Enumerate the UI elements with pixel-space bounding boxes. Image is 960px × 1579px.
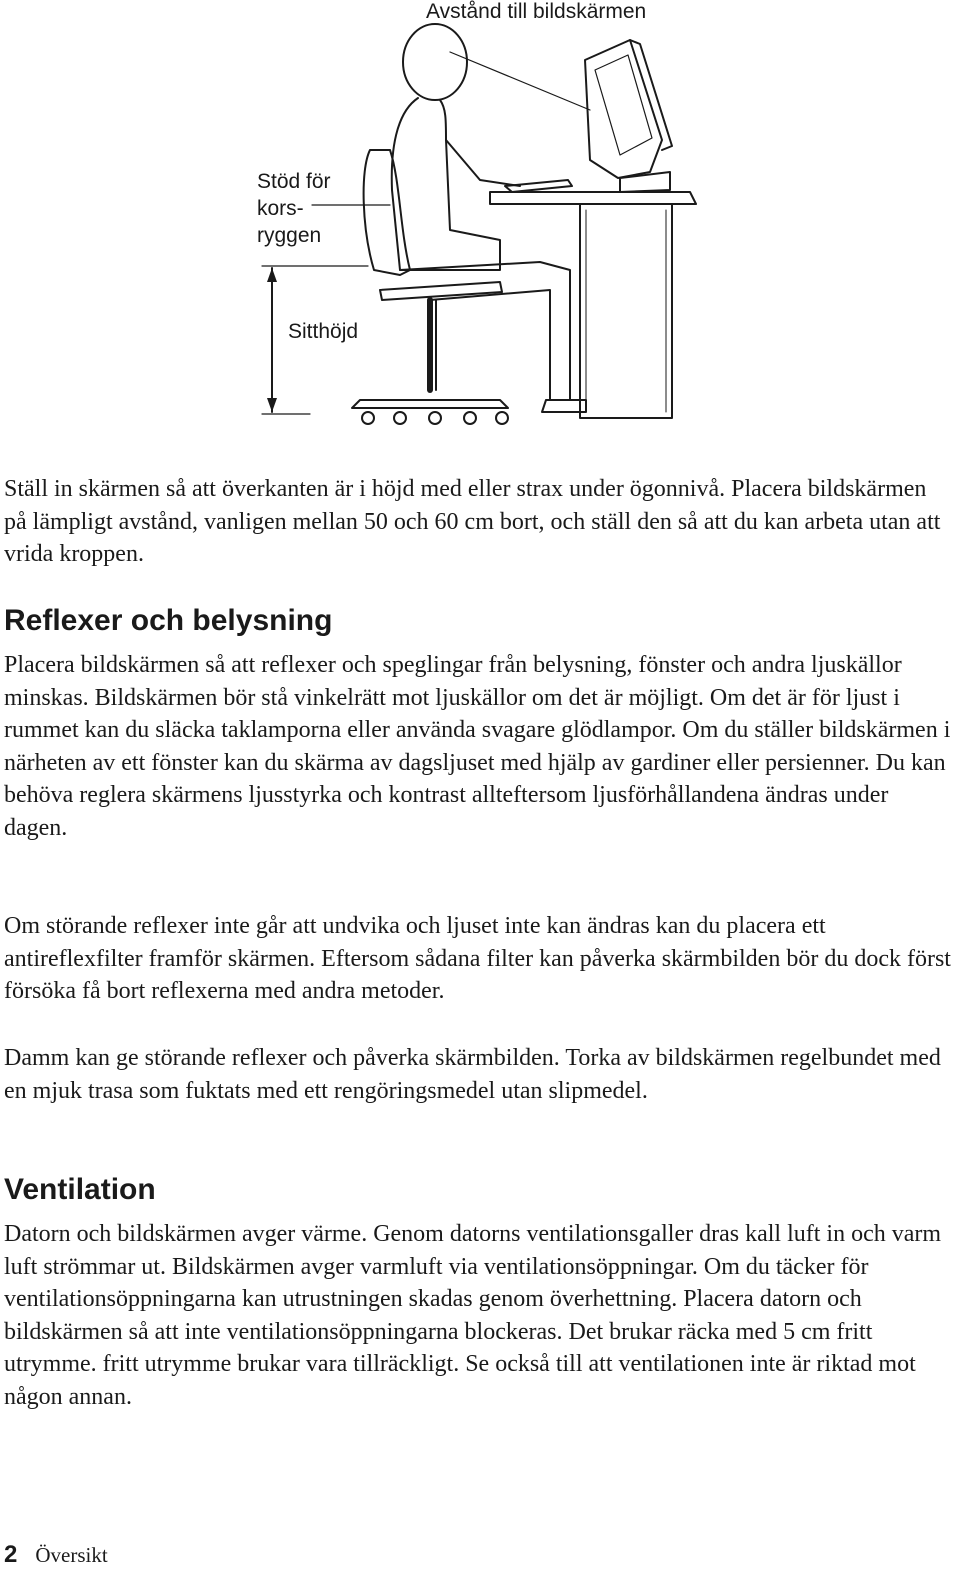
chair-backrest <box>364 150 410 275</box>
monitor <box>585 40 662 178</box>
page-number: 2 <box>4 1541 18 1568</box>
monitor-stand <box>620 172 670 192</box>
section-heading-glare: Reflexer och belysning <box>4 604 333 637</box>
footer-section-title: Översikt <box>35 1543 108 1567</box>
chair-seat <box>380 282 502 300</box>
page-footer <box>4 1540 108 1570</box>
keyboard <box>505 180 572 192</box>
label-screen-distance: Avstånd till bildskärmen <box>426 0 647 23</box>
desk-top <box>490 192 696 204</box>
intro-paragraph: Ställ in skärmen så att överkanten är i höjd med eller strax under ögonnivå. Placera bildskärmen på lämpligt avstånd, vanligen mellan 50 och 60 cm bort, och ställ den så att du kan arbeta utan att vrida kroppen. <box>4 476 941 567</box>
label-lumbar-support: Stöd för kors- ryggen <box>257 170 331 247</box>
paragraph-glare-2: Om störande reflexer inte går att undvika och ljuset inte kan ändras kan du placera ett antireflexfilter framför skärmen. Eftersom sådana filter kan påverka skärmbilden bör du dock först försöka få bort reflexerna med andra metoder. <box>4 913 951 1004</box>
distance-pointer-line <box>450 52 590 110</box>
paragraph-ventilation: Datorn och bildskärmen avger värme. Genom datorns ventilationsgaller dras kall luft in och varm luft strömmar ut. Bildskärmen avger varmluft via ventilationsöppningar. Om du täcker för ventilationsöppningarna kan utrustningen skadas genom överhettning. Placera datorn och bildskärmen så att inte ventilationsöppningarna blockeras. Det brukar räcka med 5 cm fritt utrymme. fritt utrymme brukar vara tillräckligt. Se också till att ventilationen inte är riktad mot någon annan. <box>4 1221 942 1410</box>
section-heading-ventilation: Ventilation <box>4 1173 156 1206</box>
person-torso <box>392 98 500 270</box>
paragraph-glare-3: Damm kan ge störande reflexer och påverka skärmbilden. Torka av bildskärmen regelbundet med en mjuk trasa som fuktats med ett rengöringsmedel utan slipmedel. <box>4 1045 941 1104</box>
chair-base <box>352 400 508 408</box>
paragraph-glare-1: Placera bildskärmen så att reflexer och speglingar från belysning, fönster och andra ljuskällor minskas. Bildskärmen bör stå vinkelrätt mot ljuskällor om det är möjligt. Om det är för ljust i rummet kan du släcka taklamporna eller använda svagare glödlampor. Om du ställer bildskärmen i närheten av ett fönster kan du skärma av dagsljuset med hjälp av gardiner eller persienner. Du kan behöva reglera skärmens ljusstyrka och kontrast allteftersom ljusförhållandena ändras under dagen. <box>4 652 951 841</box>
person-arm <box>446 140 520 186</box>
label-seat-height: Sitthöjd <box>288 320 359 343</box>
person-head <box>403 24 467 100</box>
desk-pedestal <box>580 204 672 418</box>
